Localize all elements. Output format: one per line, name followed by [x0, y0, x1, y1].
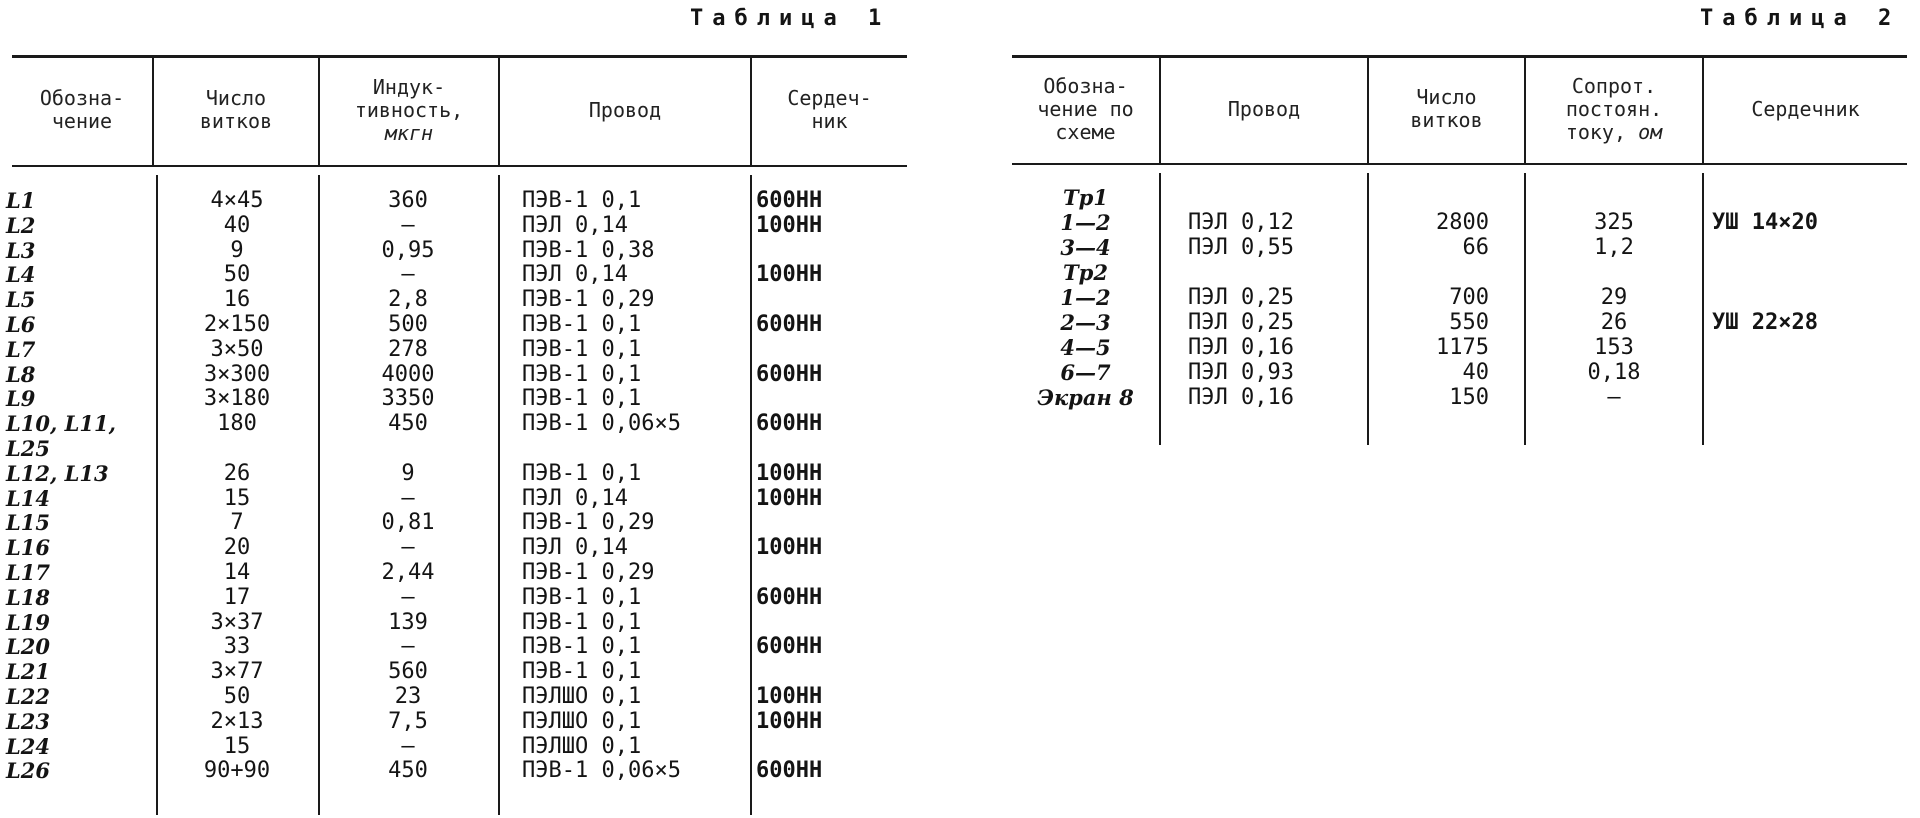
- cell-wire: ПЭВ-1 0,1: [522, 386, 642, 412]
- header-line: Сердеч-: [787, 86, 872, 110]
- cell-designation: 1—2: [1060, 285, 1111, 310]
- table-row: [6, 212, 907, 238]
- cell-wire: ПЭВ-1 0,1: [522, 584, 642, 610]
- cell-core: УШ 22×28: [1712, 310, 1818, 335]
- cell-resistance: 325: [1594, 210, 1634, 235]
- cell-wire: ПЭЛ 0,14: [522, 212, 628, 238]
- cell-inductance: 23: [394, 684, 422, 709]
- cell-designation: L9: [6, 386, 36, 412]
- table2-header-turns: [1369, 55, 1524, 163]
- cell-turns: 66: [1462, 235, 1489, 260]
- table2: [1012, 55, 1907, 445]
- cell-wire: ПЭВ-1 0,06×5: [522, 758, 681, 784]
- cell-inductance: —: [401, 485, 415, 511]
- cell-resistance: 29: [1600, 285, 1628, 310]
- table-row: [1012, 235, 1907, 260]
- table-row: [6, 460, 907, 486]
- cell-inductance: —: [401, 212, 415, 238]
- cell-designation: L6: [6, 312, 36, 337]
- cell-turns: 550: [1449, 310, 1489, 335]
- cell-inductance: —: [401, 733, 415, 759]
- cell-wire: ПЭВ-1 0,1: [522, 609, 642, 635]
- cell-wire: ПЭЛ 0,25: [1188, 310, 1294, 335]
- cell-designation: 2—3: [1060, 310, 1111, 335]
- cell-turns: 14: [223, 560, 251, 585]
- header-line: Число: [205, 86, 267, 110]
- cell-turns: 26: [223, 460, 251, 486]
- cell-wire: ПЭВ-1 0,1: [522, 460, 642, 486]
- cell-turns: 16: [223, 287, 251, 313]
- cell-wire: ПЭЛ 0,25: [1188, 285, 1294, 310]
- cell-wire: ПЭВ-1 0,29: [522, 560, 655, 585]
- table2-header-designation: [1012, 55, 1159, 163]
- table1-caption: Таблица 1: [690, 6, 891, 31]
- header-line: Провод: [588, 97, 662, 122]
- cell-turns: 50: [223, 262, 251, 288]
- cell-resistance: 153: [1594, 335, 1634, 360]
- header-line: Сердечник: [1751, 96, 1860, 121]
- cell-core: 100НН: [756, 262, 823, 288]
- cell-wire: ПЭВ-1 0,29: [522, 510, 655, 536]
- table1-header-wire: [500, 55, 750, 165]
- cell-turns: 50: [223, 684, 251, 709]
- cell-designation: 4—5: [1060, 335, 1111, 360]
- cell-designation: Тр1: [1063, 185, 1108, 210]
- cell-wire: ПЭВ-1 0,1: [522, 188, 642, 213]
- cell-designation: L19: [6, 609, 50, 635]
- table2-header-rule: [1012, 163, 1907, 165]
- header-line: витков: [1410, 108, 1483, 132]
- cell-inductance: 0,95: [381, 237, 435, 263]
- cell-inductance: 139: [388, 609, 428, 635]
- cell-wire: ПЭВ-1 0,1: [522, 634, 642, 660]
- cell-inductance: —: [401, 535, 415, 561]
- cell-inductance: 7,5: [388, 708, 428, 734]
- cell-turns: 3×37: [210, 609, 264, 635]
- table1-header-inductance: [320, 55, 498, 165]
- table-row: [1012, 185, 1907, 210]
- cell-designation: L8: [6, 361, 36, 387]
- cell-turns: 7: [230, 510, 244, 536]
- cell-designation: 3—4: [1060, 235, 1111, 260]
- cell-core: 100НН: [756, 535, 823, 561]
- cell-turns: 4×45: [210, 188, 264, 213]
- cell-wire: ПЭЛ 0,12: [1188, 210, 1294, 235]
- header-line: Сопрот.: [1571, 73, 1657, 98]
- table-row: [6, 560, 907, 585]
- table-row: [6, 411, 907, 437]
- cell-wire: ПЭЛ 0,55: [1188, 235, 1294, 260]
- cell-core: 600НН: [756, 411, 823, 437]
- table2-header-resistance: [1526, 55, 1702, 163]
- table-row: [1012, 360, 1907, 385]
- header-unit: мкгн: [384, 120, 434, 145]
- cell-wire: ПЭВ-1 0,29: [522, 287, 655, 313]
- cell-designation: 6—7: [1060, 360, 1111, 385]
- cell-designation: L4: [6, 262, 36, 288]
- cell-wire: ПЭЛ 0,14: [522, 535, 628, 561]
- table1-header-turns: [154, 55, 318, 165]
- table-row: [6, 609, 907, 635]
- cell-wire: ПЭЛШО 0,1: [522, 733, 642, 759]
- cell-inductance: 2,44: [381, 560, 435, 585]
- cell-core: 600НН: [756, 188, 823, 213]
- table-row: [1012, 385, 1907, 410]
- table-row: [6, 510, 907, 536]
- cell-inductance: 450: [388, 411, 428, 437]
- cell-wire: ПЭВ-1 0,1: [522, 312, 642, 337]
- table-row: [6, 708, 907, 734]
- cell-wire: ПЭВ-1 0,1: [522, 336, 642, 362]
- cell-resistance: 1,2: [1594, 235, 1634, 260]
- cell-inductance: 360: [388, 188, 428, 213]
- header-line: Обозна-: [39, 86, 125, 110]
- header-line: витков: [199, 109, 273, 133]
- cell-designation: L5: [6, 287, 36, 313]
- cell-wire: ПЭВ-1 0,1: [522, 361, 642, 387]
- cell-inductance: 3350: [381, 386, 435, 412]
- cell-core: 600НН: [756, 758, 823, 784]
- cell-resistance: 0,18: [1587, 360, 1641, 385]
- table-row: [6, 262, 907, 288]
- table-row: [6, 485, 907, 511]
- table-row: [6, 535, 907, 561]
- cell-wire: ПЭЛШО 0,1: [522, 684, 642, 709]
- header-line: Провод: [1227, 96, 1301, 121]
- cell-core: 100НН: [756, 460, 823, 486]
- cell-turns: 3×300: [203, 361, 271, 387]
- table-row: [1012, 335, 1907, 360]
- cell-turns: 3×50: [210, 336, 264, 362]
- cell-designation: 1—2: [1060, 210, 1111, 235]
- cell-turns: 40: [223, 212, 251, 238]
- cell-wire: ПЭЛ 0,16: [1188, 385, 1294, 410]
- cell-inductance: 0,81: [381, 510, 435, 536]
- cell-turns: 90+90: [203, 758, 271, 784]
- cell-inductance: —: [401, 584, 415, 610]
- cell-designation: L7: [6, 336, 36, 362]
- header-line: чение по: [1037, 96, 1134, 121]
- cell-wire: ПЭЛ 0,16: [1188, 335, 1294, 360]
- cell-turns: 9: [230, 237, 244, 263]
- table-row: [6, 386, 907, 412]
- cell-designation: L26: [6, 758, 50, 784]
- cell-core: 100НН: [756, 708, 823, 734]
- cell-designation: L2: [6, 212, 36, 238]
- table-row: [6, 361, 907, 387]
- cell-core: УШ 14×20: [1712, 210, 1818, 235]
- cell-turns: 1175: [1436, 335, 1489, 360]
- cell-resistance: —: [1607, 385, 1621, 410]
- cell-wire: ПЭЛ 0,14: [522, 262, 628, 288]
- header-unit: ом: [1638, 119, 1663, 144]
- cell-designation: L1: [6, 188, 36, 213]
- cell-turns: 2×13: [210, 708, 264, 734]
- table-row: [6, 758, 907, 784]
- table-row: [6, 188, 907, 213]
- table1-header-designation: [12, 55, 152, 165]
- cell-core: 600НН: [756, 584, 823, 610]
- cell-designation: L15: [6, 510, 50, 536]
- cell-inductance: 9: [401, 460, 415, 486]
- cell-designation: L12, L13: [6, 460, 109, 486]
- header-line: тивность,: [354, 97, 464, 122]
- cell-designation: L17: [6, 560, 50, 585]
- table-row: [6, 436, 907, 461]
- table-row: [6, 684, 907, 709]
- cell-turns: 40: [1462, 360, 1489, 385]
- cell-inductance: 560: [388, 659, 428, 685]
- table-row: [6, 634, 907, 660]
- table-row: [6, 312, 907, 337]
- header-line: Обозна-: [1043, 73, 1128, 98]
- cell-turns: 700: [1449, 285, 1489, 310]
- header-line: схеме: [1055, 119, 1116, 144]
- cell-designation: Экран 8: [1037, 385, 1134, 410]
- cell-inductance: 4000: [381, 361, 435, 387]
- cell-designation: L10, L11,: [6, 411, 116, 437]
- cell-turns: 150: [1449, 385, 1489, 410]
- cell-core: 100НН: [756, 212, 823, 238]
- cell-wire: ПЭЛ 0,93: [1188, 360, 1294, 385]
- table-row: [1012, 210, 1907, 235]
- cell-core: 600НН: [756, 312, 823, 337]
- table-row: [6, 237, 907, 263]
- cell-designation: L25: [6, 436, 50, 461]
- cell-turns: 3×77: [210, 659, 264, 685]
- table2-caption: Таблица 2: [1700, 6, 1901, 31]
- cell-designation: L24: [6, 733, 50, 759]
- cell-wire: ПЭВ-1 0,38: [522, 237, 655, 263]
- cell-wire: ПЭЛ 0,14: [522, 485, 628, 511]
- cell-designation: L14: [6, 485, 50, 511]
- cell-turns: 180: [217, 411, 257, 437]
- cell-inductance: 278: [388, 336, 428, 362]
- table-row: [1012, 285, 1907, 310]
- table-row: [6, 659, 907, 685]
- cell-inductance: —: [401, 634, 415, 660]
- cell-turns: 33: [223, 634, 251, 660]
- table1: [6, 55, 907, 815]
- cell-core: 600НН: [756, 634, 823, 660]
- table-row: [6, 733, 907, 759]
- table1-header-rule: [12, 165, 907, 167]
- table-row: [6, 287, 907, 313]
- header-line: Число: [1416, 85, 1477, 109]
- cell-resistance: 26: [1600, 310, 1628, 335]
- header-line: Индук-: [372, 74, 446, 99]
- table-row: [6, 584, 907, 610]
- cell-designation: L20: [6, 634, 50, 660]
- cell-turns: 2×150: [203, 312, 271, 337]
- cell-turns: 15: [223, 485, 251, 511]
- table-row: [6, 336, 907, 362]
- cell-turns: 2800: [1436, 210, 1489, 235]
- table-row: [1012, 310, 1907, 335]
- cell-designation: L21: [6, 659, 50, 685]
- header-line: ник: [811, 109, 848, 133]
- cell-designation: L3: [6, 237, 36, 263]
- cell-wire: ПЭЛШО 0,1: [522, 708, 642, 734]
- header-line: чение: [51, 109, 113, 133]
- cell-inductance: 500: [388, 312, 428, 337]
- cell-inductance: 450: [388, 758, 428, 784]
- cell-wire: ПЭВ-1 0,1: [522, 659, 642, 685]
- cell-core: 100НН: [756, 684, 823, 709]
- header-text: току,: [1565, 119, 1627, 144]
- cell-designation: Тр2: [1063, 260, 1108, 285]
- cell-designation: L23: [6, 708, 50, 734]
- cell-wire: ПЭВ-1 0,06×5: [522, 411, 681, 437]
- cell-core: 600НН: [756, 361, 823, 387]
- cell-designation: L16: [6, 535, 50, 561]
- cell-designation: L22: [6, 684, 50, 709]
- cell-turns: 15: [223, 733, 251, 759]
- header-line: постоян.: [1565, 96, 1663, 121]
- cell-inductance: —: [401, 262, 415, 288]
- cell-designation: L18: [6, 584, 50, 610]
- table1-header-core: [752, 55, 907, 165]
- table2-header-wire: [1161, 55, 1367, 163]
- cell-core: 100НН: [756, 485, 823, 511]
- cell-turns: 20: [223, 535, 251, 561]
- table2-header-core: [1704, 55, 1907, 163]
- cell-turns: 17: [223, 584, 251, 610]
- table-row: [1012, 260, 1907, 285]
- header-line: [1566, 121, 1662, 144]
- cell-inductance: 2,8: [388, 287, 428, 313]
- cell-turns: 3×180: [203, 386, 271, 412]
